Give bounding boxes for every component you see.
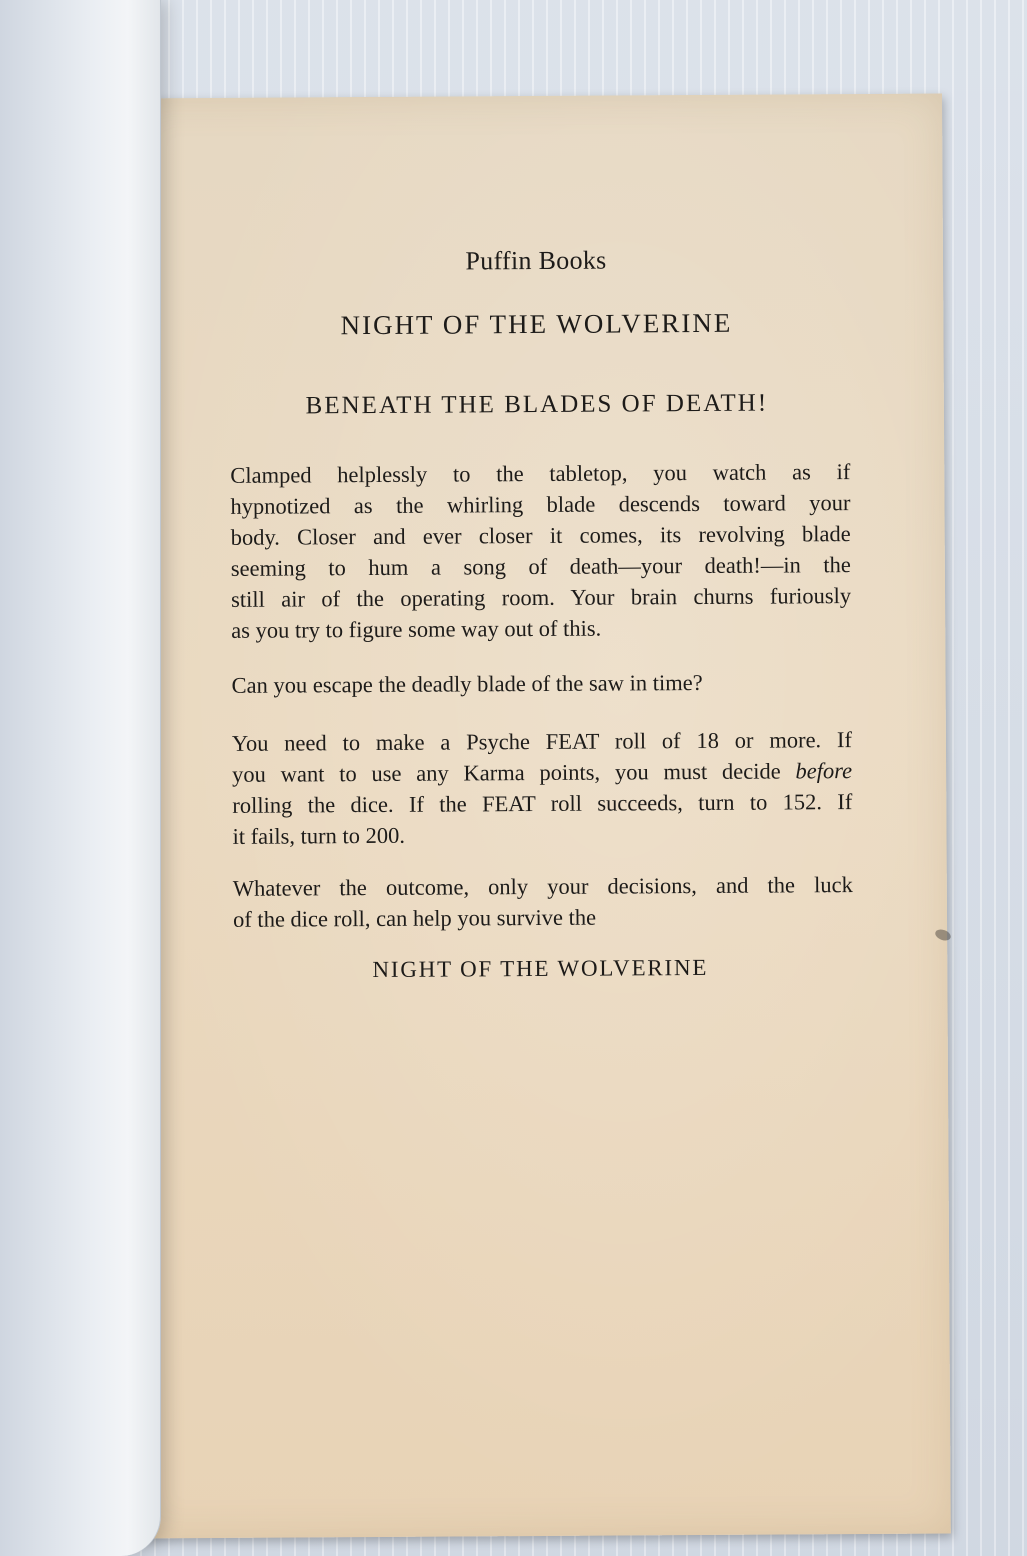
emphasized-word: before [795, 758, 853, 784]
facing-page-edge [0, 0, 161, 1556]
book-page [128, 94, 951, 1539]
text-line: rolling the dice. If the FEAT roll succeeds, turn to 152. If [232, 789, 853, 818]
text-line-start: you want to use any Karma points, you must decide [232, 758, 796, 787]
text-line: still air of the operating room. Your brain churns furiously [230, 583, 852, 612]
paragraph-intro [230, 456, 851, 646]
text-line: You need to make a Psyche FEAT roll of 18 or more. If [231, 727, 853, 756]
paragraph-instructions [232, 724, 853, 852]
book-title: NIGHT OF THE WOLVERINE [340, 307, 733, 341]
text-line: as you try to figure some way out of this. [231, 615, 602, 643]
text-line: body. Closer and ever closer it comes, its revolving blade [230, 521, 851, 550]
text-line-with-emphasis [232, 755, 852, 790]
text-line: Whatever the outcome, only your decisions, and the luck [232, 872, 853, 901]
text-line: seeming to hum a song of death—your death!—in the [230, 552, 851, 581]
text-line: Can you escape the deadly blade of the saw in time? [231, 669, 703, 698]
publisher-name: Puffin Books [465, 245, 607, 276]
closing-title: NIGHT OF THE WOLVERINE [372, 954, 709, 983]
paragraph-outcome [233, 869, 853, 935]
text-line: of the dice roll, can help you survive the [232, 904, 597, 932]
paragraph-question [231, 666, 851, 701]
section-heading: BENEATH THE BLADES OF DEATH! [305, 389, 769, 420]
text-line: hypnotized as the whirling blade descends toward your [230, 490, 851, 519]
text-line: Clamped helplessly to the tabletop, you watch as if [230, 459, 851, 488]
text-line: it fails, turn to 200. [232, 822, 406, 849]
